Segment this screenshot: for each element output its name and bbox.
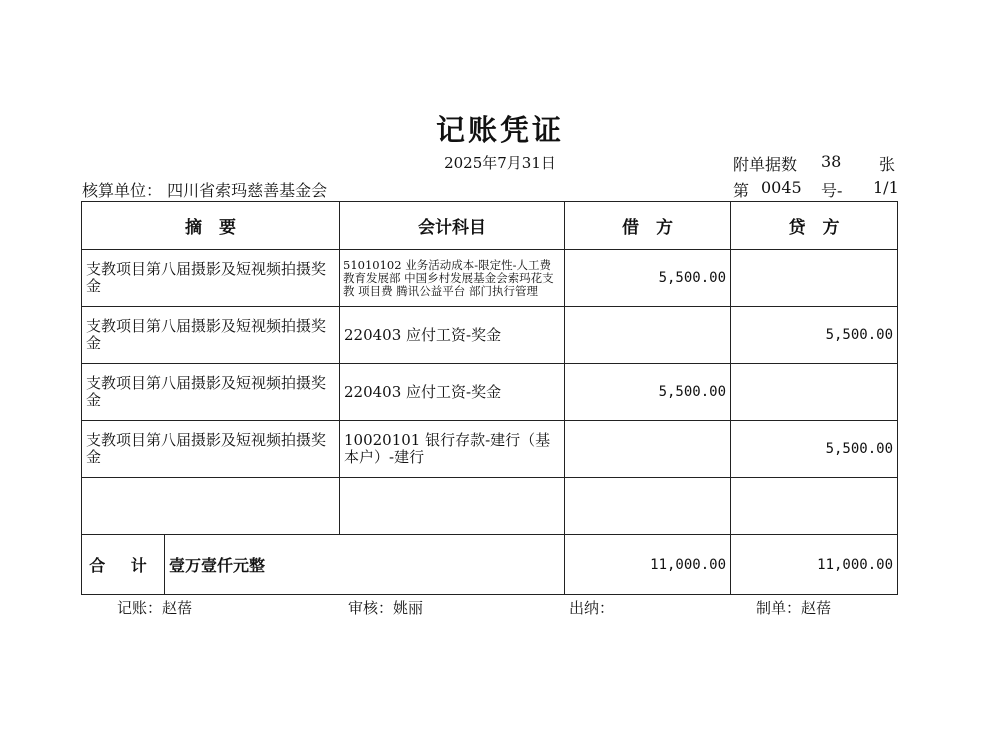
cashier-label: 出纳： (569, 599, 615, 617)
cashier-signature (569, 597, 614, 618)
unit-name: 四川省索玛慈善基金会 (167, 181, 328, 200)
row-subject: 220403 应付工资-奖金 (340, 364, 565, 421)
row-credit (731, 364, 898, 421)
attach-label: 附单据数 (733, 155, 798, 174)
row-debit (565, 307, 731, 364)
total-label: 合 计 (82, 535, 165, 594)
number-suffix: 号- (821, 181, 843, 200)
accounting-unit (82, 178, 327, 201)
row-subject: 51010102 业务活动成本-限定性-人工费 教育发展部 中国乡村发展基金会索玛花支教 项目费 腾讯公益平台 部门执行管理 (340, 250, 565, 307)
auditor-name: 姚丽 (393, 599, 424, 617)
number-value: 0045 (761, 178, 802, 197)
row-credit: 5,500.00 (731, 421, 898, 478)
total-row (82, 535, 898, 595)
voucher-title: 记账凭证 (435, 113, 564, 147)
header-summary: 摘 要 (82, 202, 340, 250)
maker-label: 制单： (756, 599, 802, 617)
table-row (82, 421, 898, 478)
row-credit (731, 250, 898, 307)
row-credit: 5,500.00 (731, 307, 898, 364)
page-indicator: 1/1 (873, 178, 899, 197)
number-prefix: 第 (733, 181, 750, 200)
header-debit: 借 方 (565, 202, 731, 250)
table-row (82, 307, 898, 364)
header-credit: 贷 方 (731, 202, 898, 250)
maker-signature (756, 597, 831, 618)
table-row (82, 250, 898, 307)
row-debit: 5,500.00 (565, 364, 731, 421)
table-row-empty (82, 478, 898, 535)
total-debit: 11,000.00 (565, 535, 731, 595)
row-subject (340, 478, 565, 535)
row-debit: 5,500.00 (565, 250, 731, 307)
row-summary (82, 478, 340, 535)
row-subject: 220403 应付工资-奖金 (340, 307, 565, 364)
voucher-table (81, 201, 898, 595)
row-summary: 支教项目第八届摄影及短视频拍摄奖金 (82, 364, 340, 421)
auditor-signature (348, 597, 423, 618)
attach-count: 38 (821, 152, 842, 171)
bookkeeper-signature (117, 597, 192, 618)
row-debit (565, 421, 731, 478)
bookkeeper-label: 记账： (117, 599, 163, 617)
row-credit (731, 478, 898, 535)
total-credit: 11,000.00 (731, 535, 898, 595)
table-row (82, 364, 898, 421)
table-header-row (82, 202, 898, 250)
row-summary: 支教项目第八届摄影及短视频拍摄奖金 (82, 250, 340, 307)
row-subject: 10020101 银行存款-建行（基本户）-建行 (340, 421, 565, 478)
row-summary: 支教项目第八届摄影及短视频拍摄奖金 (82, 421, 340, 478)
bookkeeper-name: 赵蓓 (162, 599, 193, 617)
maker-name: 赵蓓 (801, 599, 832, 617)
row-debit (565, 478, 731, 535)
voucher-date: 2025年7月31日 (444, 154, 556, 172)
unit-label: 核算单位： (82, 181, 163, 200)
total-cell (82, 535, 565, 595)
row-summary: 支教项目第八届摄影及短视频拍摄奖金 (82, 307, 340, 364)
total-amount-words: 壹万壹仟元整 (169, 556, 266, 575)
attach-unit: 张 (879, 155, 896, 174)
header-subject: 会计科目 (340, 202, 565, 250)
auditor-label: 审核： (348, 599, 394, 617)
